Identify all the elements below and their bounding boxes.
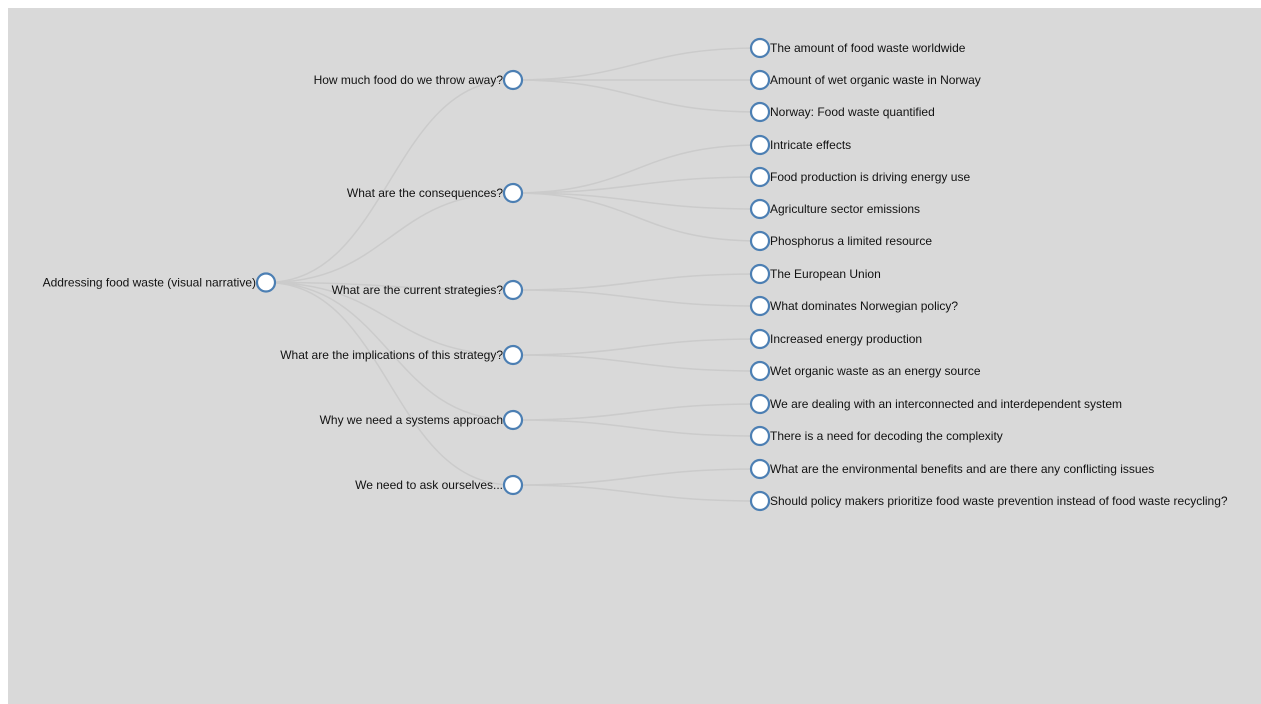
topic-node-3-2-label[interactable]: What dominates Norwegian policy? — [770, 299, 959, 313]
tree-canvas — [8, 8, 1261, 704]
link-question-3-to-topic-1 — [513, 274, 760, 290]
topic-node-2-3[interactable] — [751, 200, 920, 218]
topic-node-5-1-label[interactable]: We are dealing with an interconnected and interdependent system — [770, 397, 1123, 411]
question-node-1-label[interactable]: How much food do we throw away? — [313, 73, 503, 87]
nodes-layer — [43, 39, 1228, 510]
topic-node-2-1-circle[interactable] — [751, 136, 769, 154]
topic-node-2-4-label[interactable]: Phosphorus a limited resource — [770, 234, 933, 248]
topic-node-5-1-circle[interactable] — [751, 395, 769, 413]
root-node-label[interactable]: Addressing food waste (visual narrative) — [42, 275, 256, 290]
topic-node-1-2-circle[interactable] — [751, 71, 769, 89]
topic-node-4-1-circle[interactable] — [751, 330, 769, 348]
question-node-3-label[interactable]: What are the current strategies? — [331, 283, 503, 297]
topic-node-4-1[interactable] — [751, 330, 922, 348]
question-node-4-label[interactable]: What are the implications of this strategy? — [280, 348, 503, 362]
link-root-to-question-6 — [266, 283, 513, 486]
topic-node-2-2-circle[interactable] — [751, 168, 769, 186]
question-node-4[interactable] — [280, 346, 522, 364]
topic-node-2-3-circle[interactable] — [751, 200, 769, 218]
topic-node-4-1-label[interactable]: Increased energy production — [770, 332, 923, 346]
question-node-5[interactable] — [320, 411, 522, 429]
question-node-1-circle[interactable] — [504, 71, 522, 89]
topic-node-6-2-label[interactable]: Should policy makers prioritize food waste prevention instead of food waste recycling? — [770, 494, 1228, 508]
topic-node-6-1-circle[interactable] — [751, 460, 769, 478]
question-node-1[interactable] — [314, 71, 522, 89]
question-node-3-circle[interactable] — [504, 281, 522, 299]
root-node-circle[interactable] — [257, 274, 275, 292]
topic-node-1-3[interactable] — [751, 103, 935, 121]
topic-node-2-1[interactable] — [751, 136, 851, 154]
link-question-1-to-topic-3 — [513, 80, 760, 112]
topic-node-2-4-circle[interactable] — [751, 232, 769, 250]
question-node-3[interactable] — [332, 281, 522, 299]
link-question-4-to-topic-1 — [513, 339, 760, 355]
topic-node-2-2-label[interactable]: Food production is driving energy use — [770, 170, 971, 184]
topic-node-1-1-label[interactable]: The amount of food waste worldwide — [770, 41, 966, 55]
topic-node-2-4[interactable] — [751, 232, 932, 250]
question-node-2[interactable] — [347, 184, 522, 202]
topic-node-2-3-label[interactable]: Agriculture sector emissions — [770, 202, 921, 216]
topic-node-1-3-circle[interactable] — [751, 103, 769, 121]
question-node-6-label[interactable]: We need to ask ourselves... — [355, 478, 503, 492]
link-question-4-to-topic-2 — [513, 355, 760, 371]
link-root-to-question-2 — [266, 193, 513, 283]
tree-diagram — [8, 8, 1261, 704]
topic-node-1-3-label[interactable]: Norway: Food waste quantified — [770, 105, 935, 119]
topic-node-2-1-label[interactable]: Intricate effects — [770, 138, 852, 152]
topic-node-3-2[interactable] — [751, 297, 958, 315]
link-question-5-to-topic-1 — [513, 404, 760, 420]
topic-node-4-2-label[interactable]: Wet organic waste as an energy source — [770, 364, 981, 378]
link-question-2-to-topic-4 — [513, 193, 760, 241]
link-question-2-to-topic-1 — [513, 145, 760, 193]
link-question-6-to-topic-2 — [513, 485, 760, 501]
topic-node-5-2-label[interactable]: There is a need for decoding the complexity — [770, 429, 1003, 443]
question-node-5-label[interactable]: Why we need a systems approach — [319, 413, 503, 427]
topic-node-1-2[interactable] — [751, 71, 981, 89]
link-question-3-to-topic-2 — [513, 290, 760, 306]
topic-node-1-1[interactable] — [751, 39, 966, 57]
topic-node-5-1[interactable] — [751, 395, 1122, 413]
question-node-5-circle[interactable] — [504, 411, 522, 429]
topic-node-1-2-label[interactable]: Amount of wet organic waste in Norway — [770, 73, 981, 87]
topic-node-3-1-label[interactable]: The European Union — [770, 267, 881, 281]
topic-node-6-1-label[interactable]: What are the environmental benefits and are there any conflicting issues — [770, 462, 1155, 476]
topic-node-1-1-circle[interactable] — [751, 39, 769, 57]
topic-node-5-2-circle[interactable] — [751, 427, 769, 445]
topic-node-4-2[interactable] — [751, 362, 981, 380]
topic-node-3-2-circle[interactable] — [751, 297, 769, 315]
question-node-2-label[interactable]: What are the consequences? — [346, 186, 503, 200]
root-node[interactable] — [43, 274, 275, 292]
topic-node-6-2[interactable] — [751, 492, 1228, 510]
topic-node-2-2[interactable] — [751, 168, 970, 186]
question-node-2-circle[interactable] — [504, 184, 522, 202]
topic-node-3-1[interactable] — [751, 265, 881, 283]
link-question-6-to-topic-1 — [513, 469, 760, 485]
link-question-5-to-topic-2 — [513, 420, 760, 436]
question-node-6-circle[interactable] — [504, 476, 522, 494]
topic-node-6-1[interactable] — [751, 460, 1154, 478]
topic-node-4-2-circle[interactable] — [751, 362, 769, 380]
question-node-4-circle[interactable] — [504, 346, 522, 364]
link-question-1-to-topic-1 — [513, 48, 760, 80]
question-node-6[interactable] — [355, 476, 522, 494]
topic-node-3-1-circle[interactable] — [751, 265, 769, 283]
links-layer — [266, 48, 760, 501]
link-root-to-question-1 — [266, 80, 513, 283]
topic-node-5-2[interactable] — [751, 427, 1003, 445]
topic-node-6-2-circle[interactable] — [751, 492, 769, 510]
